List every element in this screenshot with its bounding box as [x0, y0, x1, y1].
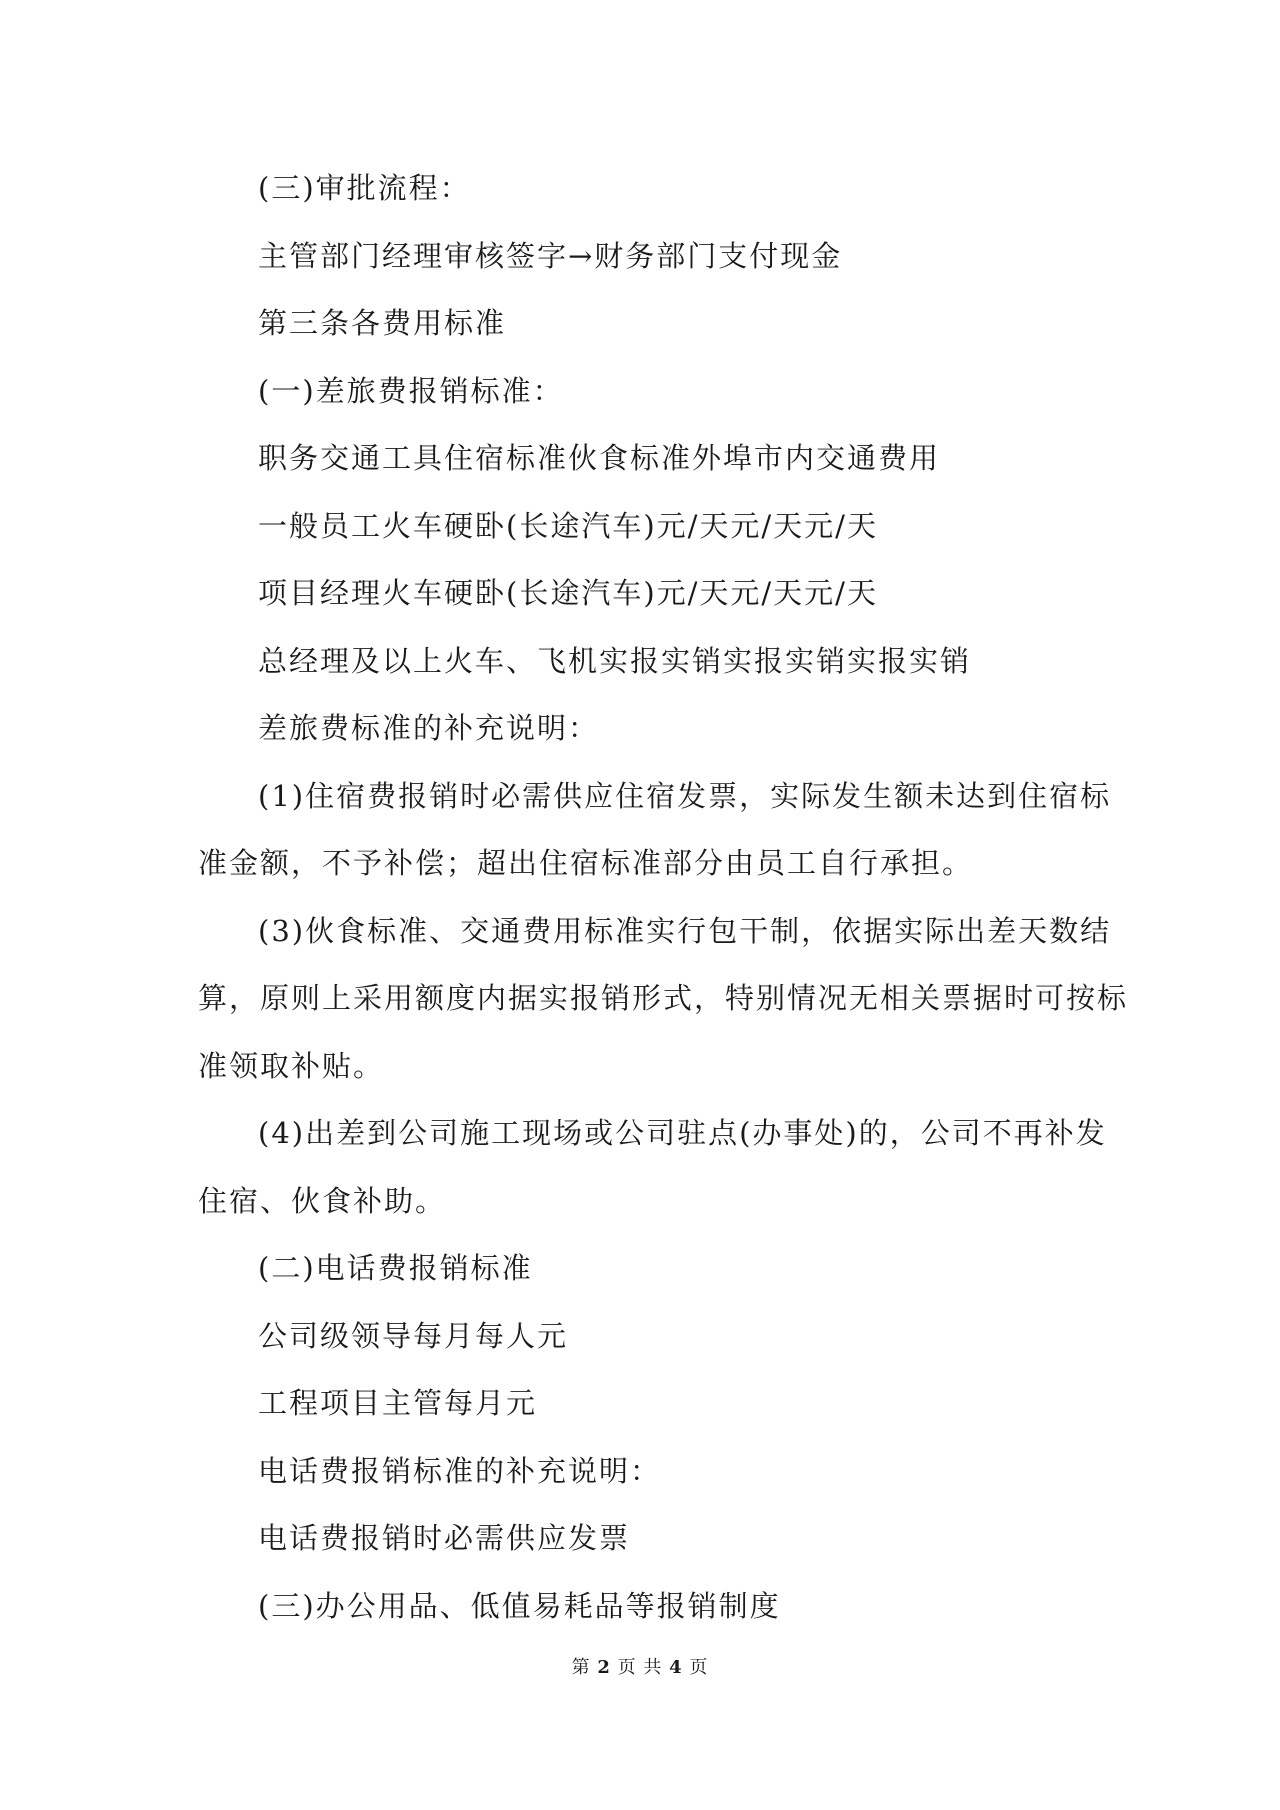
section-heading-approval: (三)审批流程：: [258, 171, 471, 205]
phone-row-supervisor: 工程项目主管每月元: [258, 1386, 538, 1420]
footer-suffix: 页: [689, 1657, 709, 1678]
travel-row-staff: 一般员工火车硬卧(长途汽车)元/天元/天元/天: [258, 509, 878, 543]
section-heading-phone: (二)电话费报销标准: [258, 1251, 533, 1285]
travel-note-3-line-2: 算，原则上采用额度内据实报销形式，特别情况无相关票据时可按标: [198, 981, 1129, 1015]
travel-note-4-line-2: 住宿、伙食补助。: [198, 1184, 447, 1218]
footer-total-pages: 4: [669, 1657, 683, 1678]
travel-row-manager: 项目经理火车硬卧(长途汽车)元/天元/天元/天: [258, 576, 878, 610]
article-heading: 第三条各费用标准: [258, 306, 507, 340]
approval-flow-text: 主管部门经理审核签字→财务部门支付现金: [258, 239, 843, 273]
phone-row-leaders: 公司级领导每月每人元: [258, 1319, 569, 1353]
travel-note-1-line-1: (1)住宿费报销时必需供应住宿发票，实际发生额未达到住宿标: [258, 779, 1112, 813]
section-heading-travel: (一)差旅费报销标准：: [258, 374, 564, 408]
travel-row-gm: 总经理及以上火车、飞机实报实销实报实销实报实销: [258, 644, 972, 678]
footer-page-number: 2: [597, 1657, 611, 1678]
page-footer: [0, 1656, 1280, 1680]
footer-middle: 页 共: [617, 1657, 663, 1678]
travel-note-heading: 差旅费标准的补充说明：: [258, 711, 600, 745]
phone-note-text: 电话费报销时必需供应发票: [258, 1521, 631, 1555]
travel-note-3-line-3: 准领取补贴。: [198, 1049, 385, 1083]
travel-note-4-line-1: (4)出差到公司施工现场或公司驻点(办事处)的，公司不再补发: [258, 1116, 1107, 1150]
section-heading-office-supplies: (三)办公用品、低值易耗品等报销制度: [258, 1589, 781, 1623]
phone-note-heading: 电话费报销标准的补充说明：: [258, 1454, 662, 1488]
footer-prefix: 第: [571, 1657, 591, 1678]
travel-note-3-line-1: (3)伙食标准、交通费用标准实行包干制，依据实际出差天数结: [258, 914, 1112, 948]
travel-note-1-line-2: 准金额，不予补偿；超出住宿标准部分由员工自行承担。: [198, 846, 974, 880]
travel-table-header: 职务交通工具住宿标准伙食标准外埠市内交通费用: [258, 441, 941, 475]
